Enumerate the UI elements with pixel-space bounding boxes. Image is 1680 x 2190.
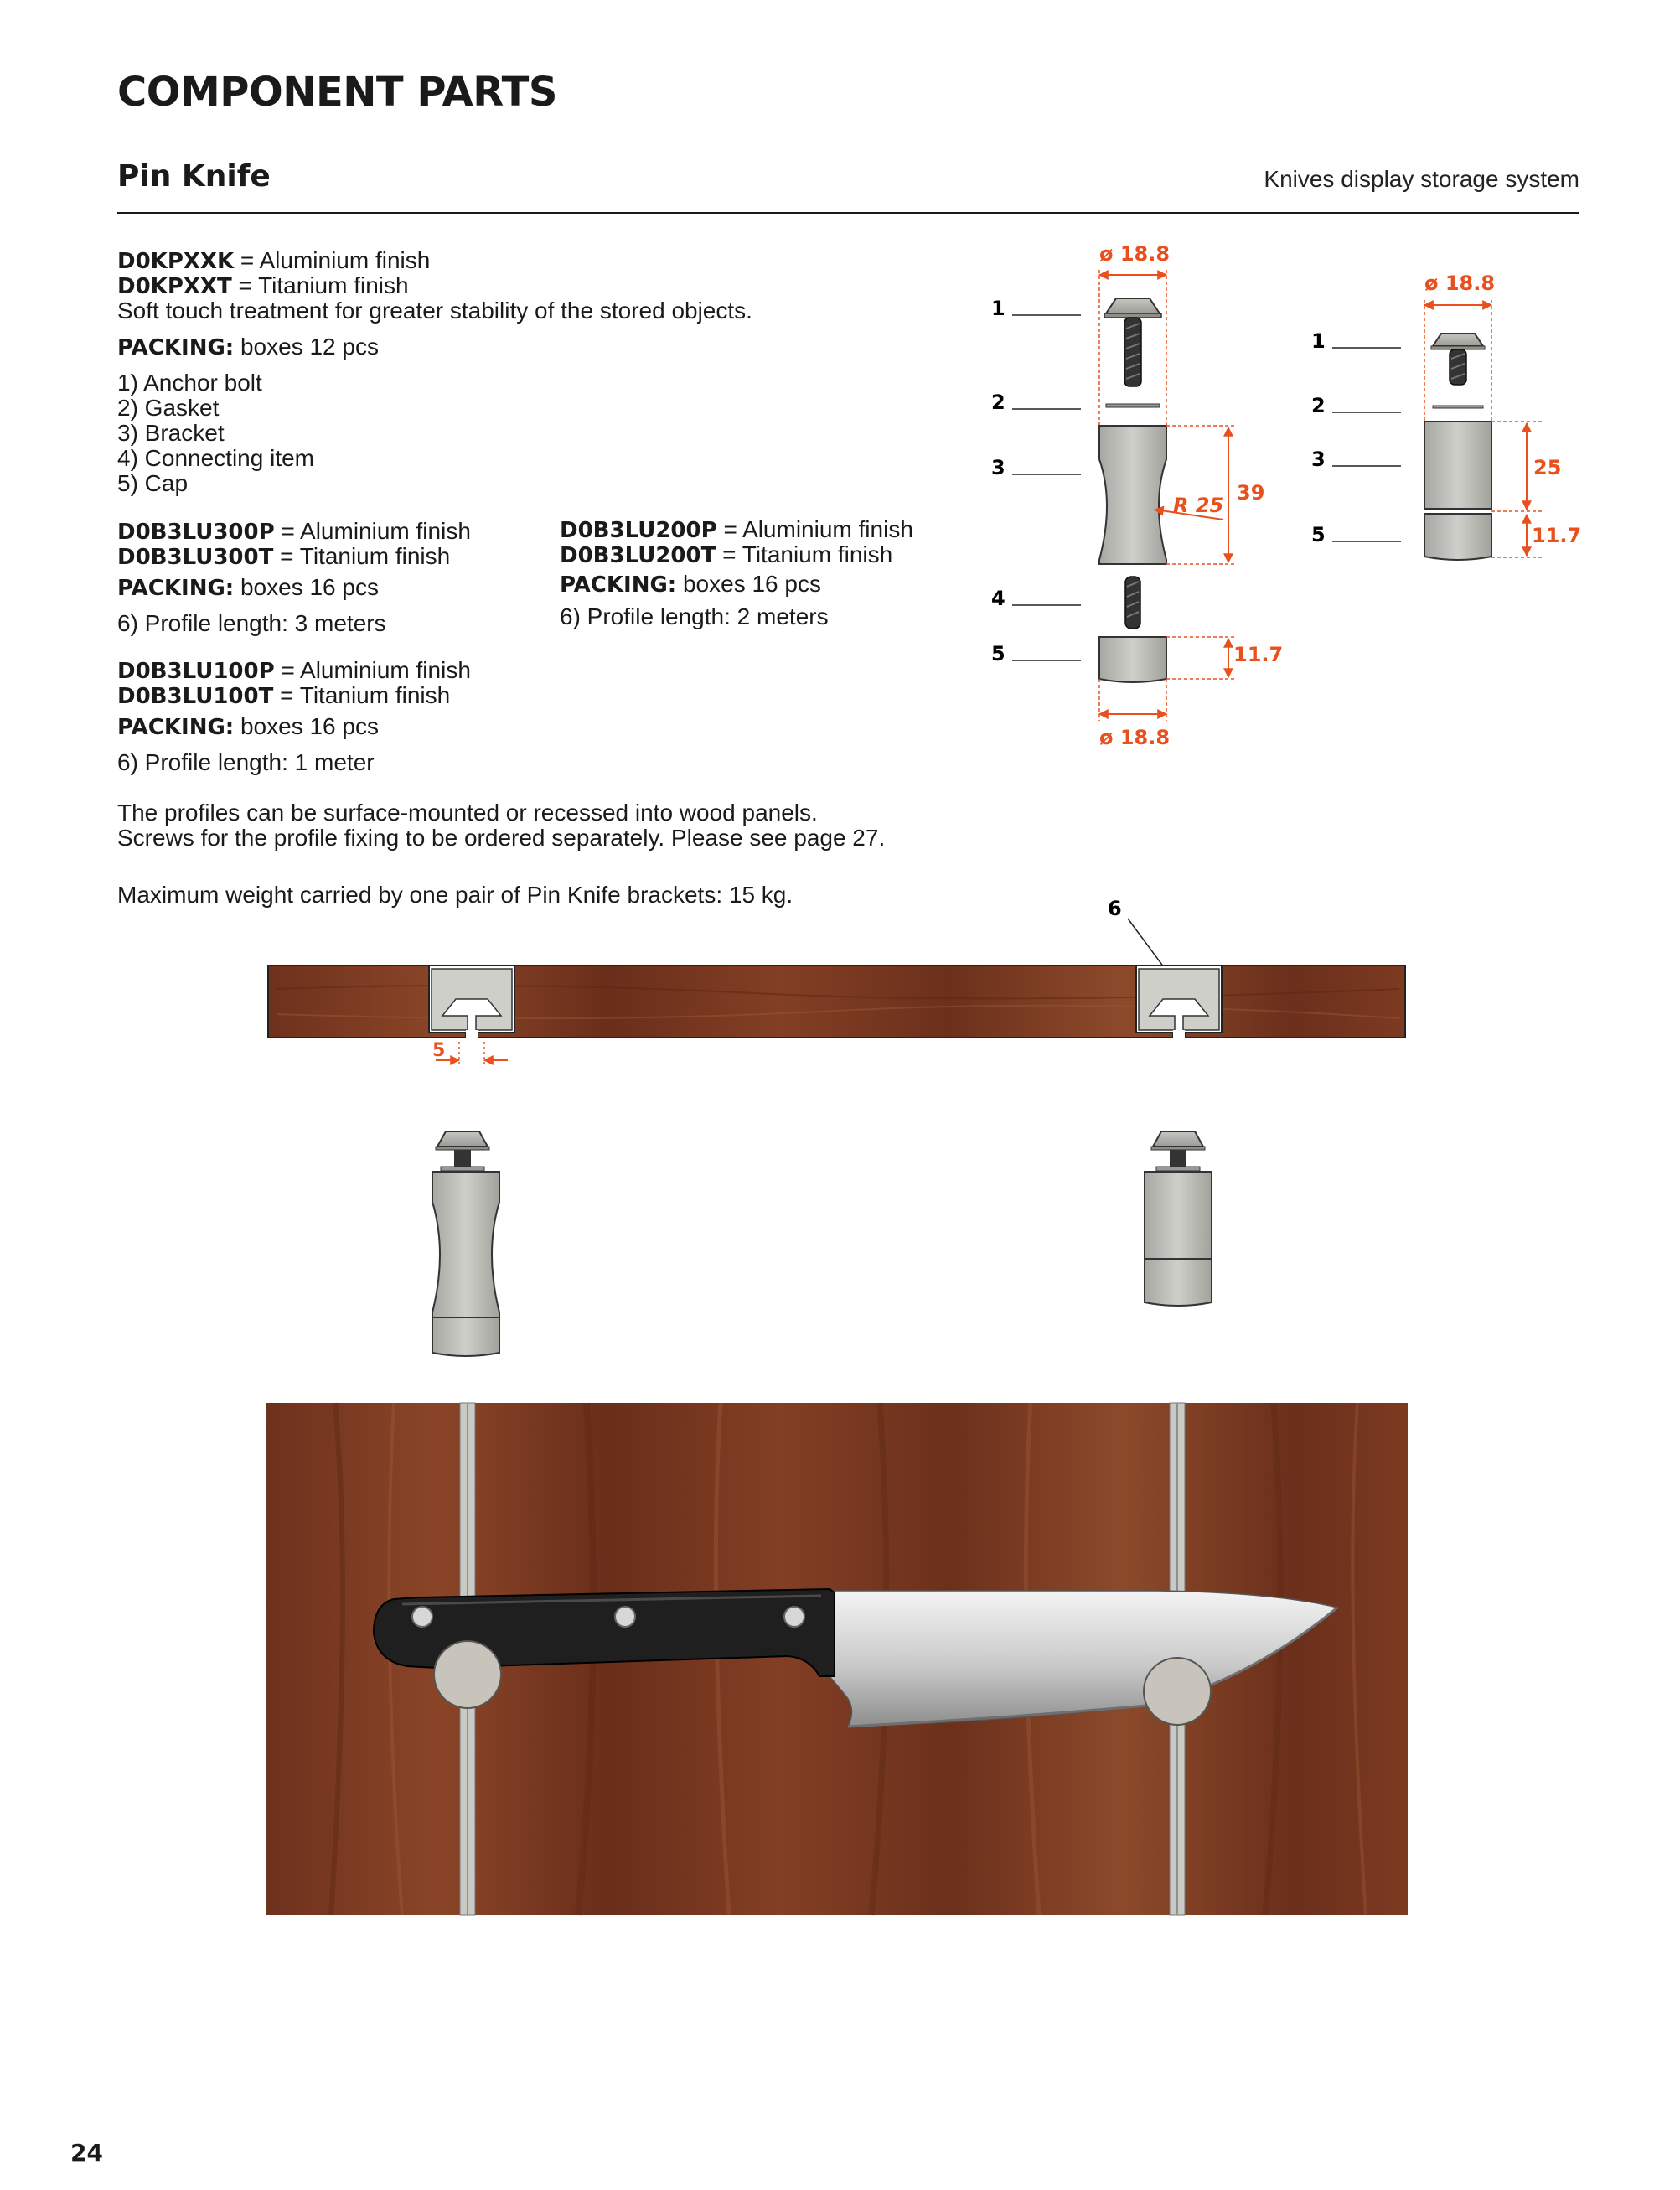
profile-300-length: 6) Profile length: 3 meters: [117, 610, 386, 636]
dim-top-diameter: ø 18.8: [1424, 272, 1496, 295]
section-title: Pin Knife: [117, 159, 271, 194]
packing-value: boxes 16 pcs: [234, 713, 379, 739]
packing-label: PACKING:: [117, 715, 235, 740]
profile-100-finish-b: = Titanium finish: [273, 682, 451, 708]
bracket: [1099, 426, 1166, 564]
dim-bottom-diameter: ø 18.8: [1099, 726, 1171, 749]
label-3: 3: [991, 456, 1005, 479]
dim-gap: 5: [432, 1040, 446, 1061]
profile-200-code-b: D0B3LU200T: [560, 543, 716, 568]
part-1: 1) Anchor bolt: [117, 370, 262, 396]
dim-top-diameter: ø 18.8: [1099, 242, 1171, 266]
pin-head-left: [434, 1641, 501, 1708]
part-2: 2) Gasket: [117, 395, 220, 421]
bracket: [1424, 422, 1491, 509]
dim-bracket-height: 25: [1533, 456, 1562, 479]
pin-head-right: [1144, 1658, 1211, 1725]
pin-finish-b: = Titanium finish: [231, 272, 409, 298]
note-screws: Screws for the profile fixing to be ordered separately. Please see page 27.: [117, 825, 886, 851]
anchor-bolt-head: [1433, 334, 1483, 346]
dim-bracket-height: 39: [1237, 481, 1265, 505]
packing-label: PACKING:: [117, 576, 235, 601]
pin-description: Soft touch treatment for greater stability of the stored objects.: [117, 298, 752, 324]
label-5: 5: [991, 642, 1005, 665]
profile-300-finish-b: = Titanium finish: [273, 543, 451, 569]
exploded-view-bracket: [991, 242, 1283, 749]
profile-300-code-b: D0B3LU300T: [117, 545, 274, 570]
profile-200-code-a: D0B3LU200P: [560, 518, 717, 543]
profile-100-code-b: D0B3LU100T: [117, 684, 274, 709]
profile-300-code-a: D0B3LU300P: [117, 520, 275, 545]
part-4: 4) Connecting item: [117, 445, 315, 471]
label-4: 4: [991, 587, 1005, 610]
part-3: 3) Bracket: [117, 420, 225, 446]
label-5: 5: [1311, 523, 1326, 546]
packing-value: boxes 12 pcs: [234, 334, 379, 360]
note-mounting: The profiles can be surface-mounted or recessed into wood panels.: [117, 800, 818, 826]
pin-code-b: D0KPXXT: [117, 274, 232, 299]
label-1: 1: [1311, 329, 1326, 353]
knife-display-illustration: [266, 1403, 1408, 1915]
rivet-icon: [784, 1607, 804, 1627]
rivet-icon: [412, 1607, 432, 1627]
profile-cross-section: [268, 897, 1405, 1066]
profile-200-finish-a: = Aluminium finish: [716, 516, 913, 542]
page-number: 24: [70, 2139, 103, 2167]
pin-code-a: D0KPXXK: [117, 249, 235, 274]
profile-100-code-a: D0B3LU100P: [117, 659, 275, 684]
profile-300-finish-a: = Aluminium finish: [274, 518, 471, 544]
profile-200-length: 6) Profile length: 2 meters: [560, 603, 829, 629]
pin-finish-a: = Aluminium finish: [234, 247, 431, 273]
dim-radius: R 25: [1173, 494, 1224, 517]
label-1: 1: [991, 297, 1005, 320]
profile-100-length: 6) Profile length: 1 meter: [117, 749, 375, 775]
label-2: 2: [991, 391, 1005, 414]
profile-200-finish-b: = Titanium finish: [716, 541, 893, 567]
profile-100-finish-a: = Aluminium finish: [274, 657, 471, 683]
cap: [1424, 514, 1491, 560]
gasket: [1433, 406, 1483, 408]
packing-value: boxes 16 pcs: [234, 574, 379, 600]
label-6: 6: [1108, 897, 1122, 920]
assembled-pin-straight: [1145, 1131, 1212, 1306]
part-5: 5) Cap: [117, 470, 189, 496]
dim-cap-height: 11.7: [1532, 524, 1582, 547]
category-label: Knives display storage system: [1264, 166, 1579, 192]
page-title: COMPONENT PARTS: [117, 69, 557, 116]
assembled-pin-bracket: [432, 1131, 499, 1356]
label-3: 3: [1311, 448, 1326, 471]
label-2: 2: [1311, 394, 1326, 417]
exploded-view-straight-bracket: [1311, 272, 1581, 560]
packing-label: PACKING:: [117, 335, 235, 360]
cap: [1099, 637, 1166, 682]
note-max-weight: Maximum weight carried by one pair of Pin Knife brackets: 15 kg.: [117, 882, 793, 908]
gasket: [1106, 404, 1160, 407]
packing-label: PACKING:: [560, 572, 677, 598]
packing-value: boxes 16 pcs: [676, 571, 821, 597]
anchor-bolt-head: [1106, 298, 1160, 313]
rivet-icon: [615, 1607, 635, 1627]
dim-cap-height: 11.7: [1233, 643, 1284, 666]
